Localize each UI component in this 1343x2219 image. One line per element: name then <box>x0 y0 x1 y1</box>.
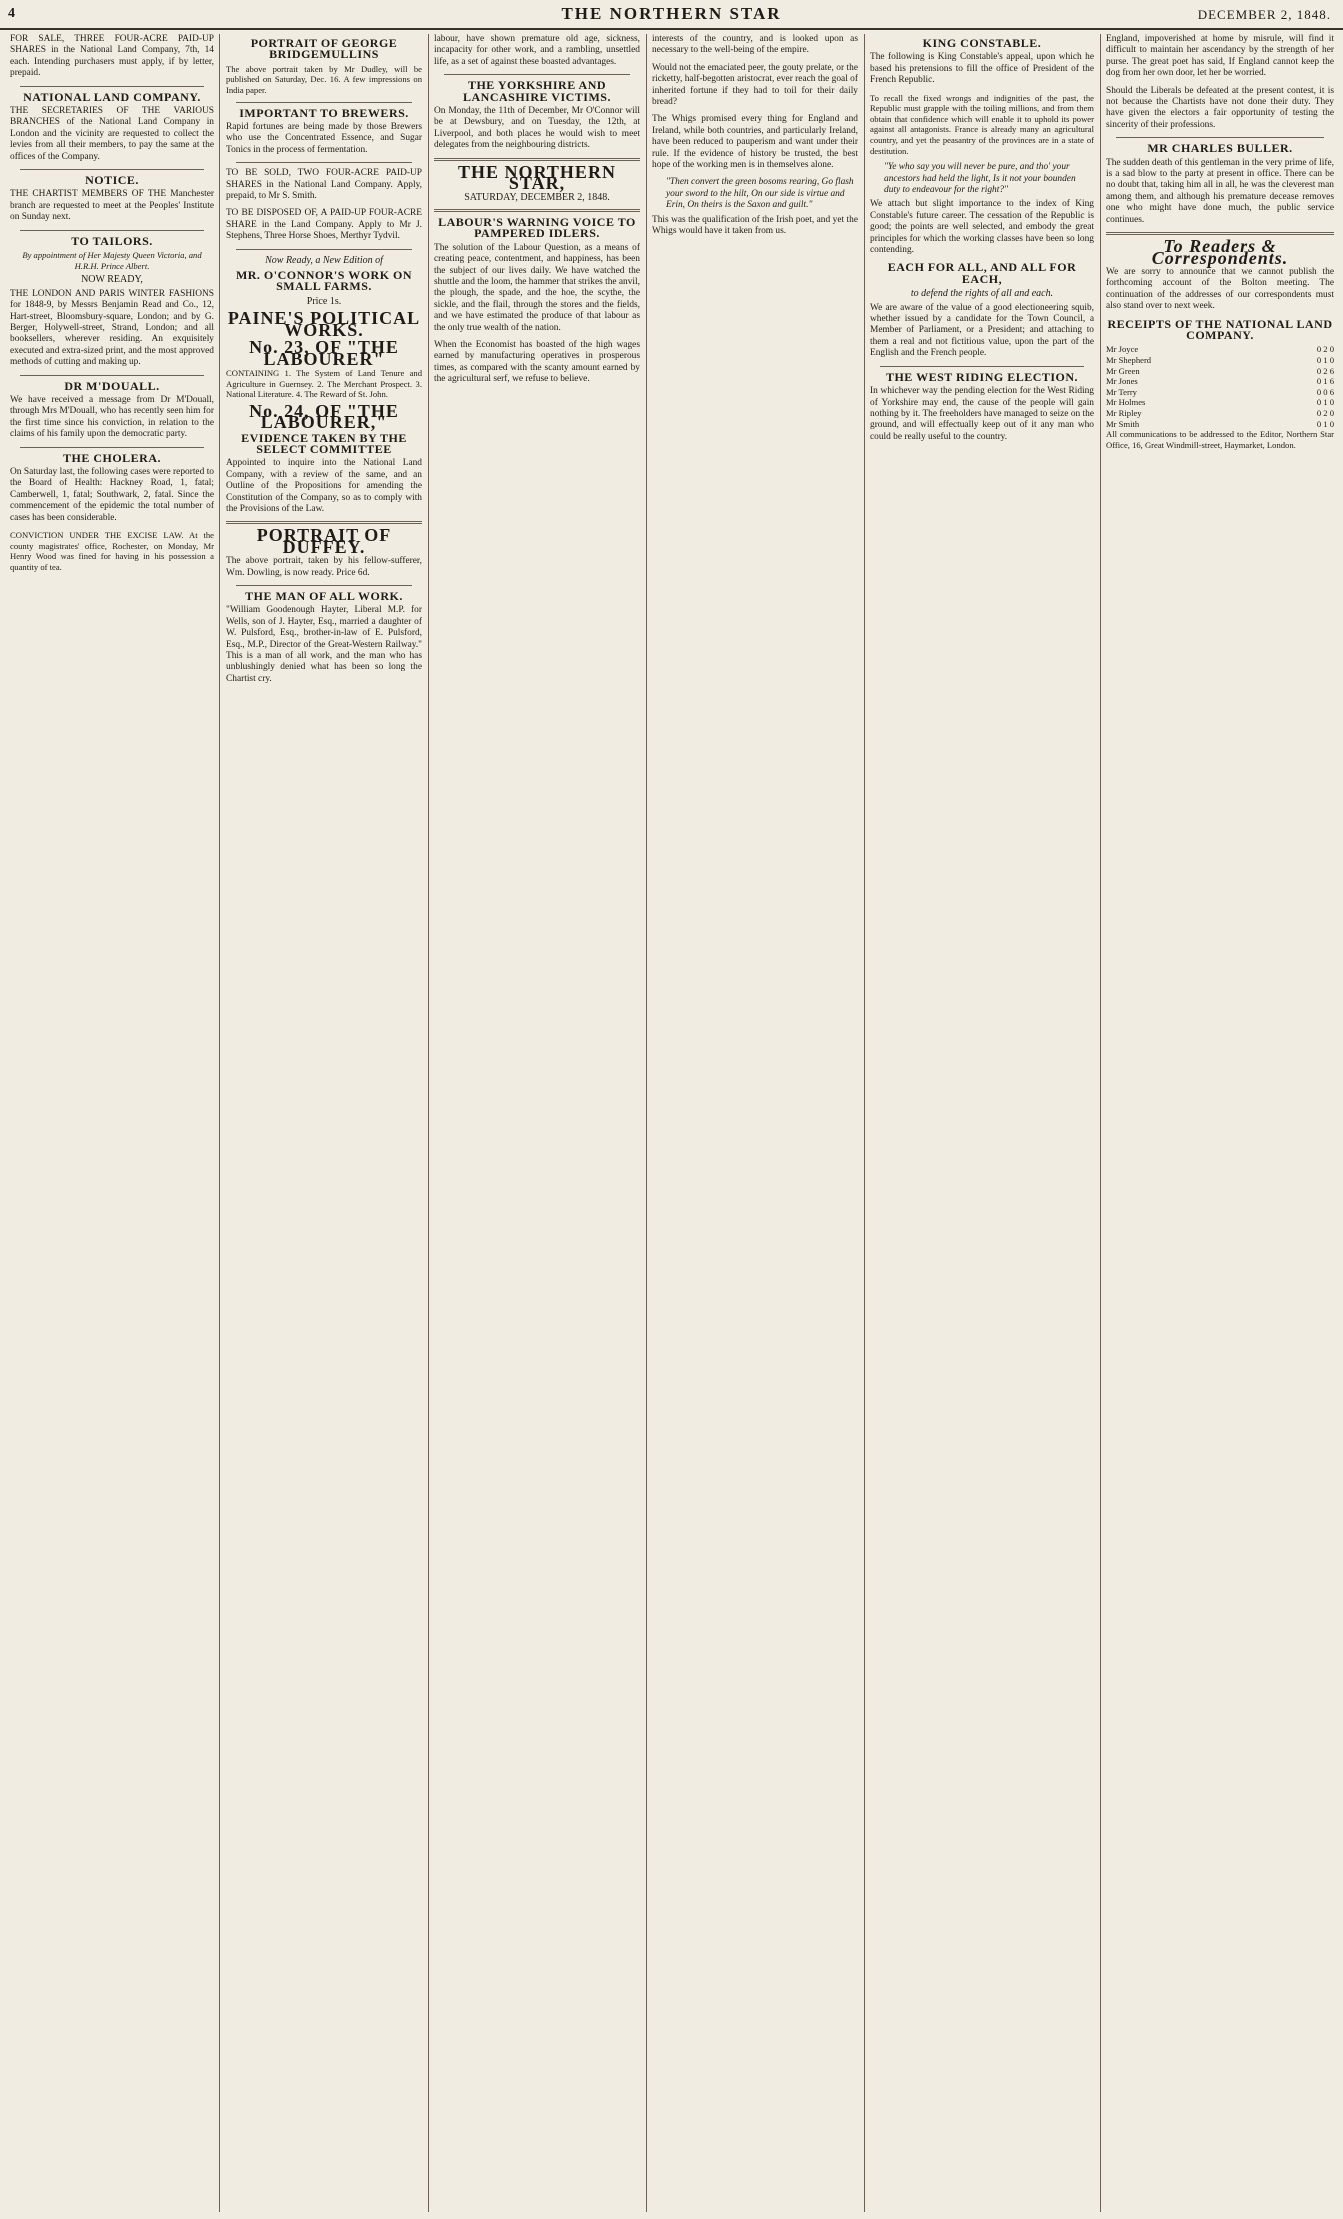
tailors-now-ready: NOW READY, <box>81 274 143 286</box>
chartist-members-notice: THE CHARTIST MEMBERS OF THE Manchester branch are requested to meet at the Peoples' Institute on Sunday next. <box>10 189 214 223</box>
small-farms-heading: MR. O'CONNOR'S WORK ON SMALL FARMS. <box>235 268 413 294</box>
issue-date: DECEMBER 2, 1848. <box>1197 7 1331 22</box>
column-6-opening: England, impoverished at home by misrule, will find it difficult to maintain her ascendancy by the strength of her purse. The great poet has said, If England cannot keep the dog from her own door, let her be worried. <box>1106 34 1334 79</box>
receipt-name: Mr Green <box>1106 365 1140 376</box>
each-for-all-article: We are aware of the value of a good electioneering squib, whether issued by a candidate for the Town Council, a Member of Parliament, or a President; and attaching to them a real and not fictitious value, upon the part of the English and the French people. <box>870 302 1094 359</box>
labours-warning-heading: LABOUR'S WARNING VOICE TO PAMPERED IDLERS. <box>438 214 636 241</box>
each-for-all-subheading: to defend the rights of all and each. <box>910 288 1054 300</box>
charles-buller-article: The sudden death of this gentleman in the very prime of life, is a sad blow to the party at present in office. There can be no doubt that, taking him all in all, he was the cleverest man among them, and although his premature decease removes one who might have done much, the public service continues. <box>1106 157 1334 225</box>
king-constable-commentary: We attach but slight importance to the index of King Constable's future career. The cessation of the Republic is good; the points are well selected, and embody the great principles for which the working classes have been so long contending. <box>870 199 1094 256</box>
double-rule <box>434 209 640 212</box>
cholera-article: On Saturday last, the following cases were reported to the Board of Health: Hackney Road, 1, fatal; Camberwell, 1, fatal; Southwark, 2, fatal. Since the commencement of the epidemic the total number of cases has been considerable. <box>10 466 214 523</box>
yorkshire-victims-article: On Monday, the 11th of December, Mr O'Connor will be at Dewsbury, and on Tuesday, the 12th, at Liverpool, and both places he would wish to meet delegates from the neighbouring districts. <box>434 106 640 151</box>
divider <box>1116 137 1324 138</box>
readers-correspondents-heading: To Readers & Correspondents. <box>1151 236 1289 268</box>
double-rule <box>226 521 422 524</box>
portrait-ad-text: The above portrait taken by Mr Dudley, will be published on Saturday, Dec. 16. A few impressions on India paper. <box>226 63 422 95</box>
paines-works-heading: PAINE'S POLITICAL WORKS. <box>227 308 421 340</box>
brewers-heading: IMPORTANT TO BREWERS. <box>239 105 409 120</box>
double-rule <box>434 158 640 161</box>
double-rule <box>1106 232 1334 235</box>
column-rule <box>219 34 220 2212</box>
column-rule <box>428 34 429 2212</box>
works-now-ready: Now Ready, a New Edition of <box>265 254 383 266</box>
column-4-paragraph: Would not the emaciated peer, the gouty prelate, or the ricketty, half-begotten aristocrat, ever reach the goal of inherited fortune if they had to toil for their daily bread? <box>652 62 858 108</box>
yorkshire-victims-heading: THE YORKSHIRE AND LANCASHIRE VICTIMS. <box>463 78 611 104</box>
receipt-amount: 0 2 6 <box>1316 365 1334 376</box>
ad-shares-for-sale: FOR SALE, THREE FOUR-ACRE PAID-UP SHARES in the National Land Company, 7th, 14 each. Intending purchasers must apply, if by letter, prepaid. <box>10 34 214 79</box>
receipt-row <box>1106 344 1334 355</box>
dr-mdouall-heading: DR M'DOUALL. <box>64 378 160 393</box>
receipt-row <box>1106 355 1334 366</box>
man-of-all-work-heading: THE MAN OF ALL WORK. <box>245 588 403 603</box>
column-4-paragraph-2: The Whigs promised every thing for England and Ireland, while both countries, and particularly Ireland, have been reduced to pauperism and want under their rule. If the evidence of history be trusted, the best hope of the working men is in themselves alone. <box>652 114 858 171</box>
brewers-advertisement: Rapid fortunes are being made by those Brewers who use the Concentrated Essence, and Sugar Tonics in the process of fermentation. <box>226 122 422 155</box>
column-rule <box>1100 34 1101 2212</box>
column-rule <box>864 34 865 2212</box>
column-1 <box>10 34 214 2212</box>
northern-star-heading: THE NORTHERN STAR, <box>458 161 616 194</box>
shares-sale-advertisement: TO BE SOLD, TWO FOUR-ACRE PAID-UP SHARES in the National Land Company. Apply, prepaid, to Mr S. Smith. <box>226 168 422 202</box>
labourer-23-heading: No. 23, OF "THE LABOURER" <box>249 337 399 369</box>
divider <box>20 169 204 170</box>
receipt-amount: 0 1 0 <box>1316 397 1334 408</box>
page-number: 4 <box>8 6 15 21</box>
works-price: Price 1s. <box>306 295 342 307</box>
receipt-amount: 0 1 0 <box>1316 418 1334 429</box>
column-4 <box>652 34 858 2212</box>
receipt-amount: 0 1 0 <box>1316 354 1334 365</box>
king-constable-appeal: To recall the fixed wrongs and indignities of the past, the Republic must grapple with the toiling millions, and from them obtain that confidence which will enable it to uphold its power against all antagonists. France is already many an agricultural country, and yet the peasantry of the provinces are in a state of destitution. <box>870 92 1094 156</box>
tailors-heading: TO TAILORS. <box>71 233 153 248</box>
labourer-24-heading: No. 24, OF "THE LABOURER," <box>249 400 399 433</box>
divider <box>236 249 412 250</box>
receipt-row <box>1106 376 1334 387</box>
tailors-appointment: By appointment of Her Majesty Queen Victoria, and H.R.H. Prince Albert. <box>22 250 202 271</box>
column-4-verse: "Then convert the green bosoms rearing, Go flash your sword to the hilt, On our side is virtue and Erin, On theirs is the Saxon and guilt." <box>666 177 854 211</box>
receipt-name: Mr Jones <box>1106 376 1138 387</box>
duffey-portrait-text: The above portrait, taken by his fellow-sufferer, Wm. Dowling, is now ready. Price 6d. <box>226 556 422 578</box>
column-6-closing: All communications to be addressed to the Editor, Northern Star Office, 16, Great Windmill-street, Haymarket, London. <box>1106 429 1334 450</box>
excise-conviction-article: CONVICTION UNDER THE EXCISE LAW. At the county magistrates' office, Rochester, on Monday, Mr Henry Wood was fined for having in his possession a quantity of tea. <box>10 530 214 572</box>
notice-heading: NOTICE. <box>85 173 139 188</box>
king-constable-heading: KING CONSTABLE. <box>922 36 1042 50</box>
divider <box>236 102 412 103</box>
labours-warning-article: The solution of the Labour Question, as a means of creating peace, contentment, and happiness, has been the subject of our lives daily. We have watched the shuttle and the loom, the hammer that strikes the anvil, the plough, the spade, and the hoe, the scythe, the sickle, and the flail, through the stores and the fields, and we have estimated the produce of that labour as the only true wealth of the nation. <box>434 242 640 333</box>
evidence-text: Appointed to inquire into the National Land Company, with a review of the same, and an Outline of the Propositions for amending the Constitution of the Company, so as to comply with the Provisions of the Law. <box>226 458 422 514</box>
divider <box>20 230 204 231</box>
divider <box>444 74 630 75</box>
national-land-company-heading: NATIONAL LAND COMPANY. <box>23 89 201 104</box>
labourer-contents: CONTAINING 1. The System of Land Tenure and Agriculture in Guernsey. 2. The Merchant Prospect. 3. National Literature. 4. The Reward of St. John. <box>226 367 422 400</box>
receipt-row <box>1106 387 1334 398</box>
divider <box>20 86 204 87</box>
newspaper-title: THE NORTHERN STAR <box>561 4 782 23</box>
receipts-list <box>1106 344 1334 429</box>
receipt-row <box>1106 408 1334 419</box>
receipt-amount: 0 1 6 <box>1316 376 1334 387</box>
receipt-name: Mr Terry <box>1106 386 1137 397</box>
column-5 <box>870 34 1094 2212</box>
portrait-ad-heading: PORTRAIT OF GEORGE BRIDGEMULLINS <box>250 36 398 62</box>
readers-correspondents-text: We are sorry to announce that we cannot publish the forthcoming account of the Bolton meeting. The continuation of the addresses of our correspondents must also stand over to next week. <box>1106 266 1334 312</box>
cholera-heading: THE CHOLERA. <box>62 450 161 465</box>
receipt-name: Mr Smith <box>1106 418 1140 429</box>
northern-star-date: SATURDAY, DECEMBER 2, 1848. <box>464 192 610 204</box>
column-6-body: Should the Liberals be defeated at the present contest, it is not because the Chartists have not done their duty. They have given the electors a fair opportunity of testing the sincerity of their professions. <box>1106 85 1334 130</box>
column-4-closing: This was the qualification of the Irish poet, and yet the Whigs would have it taken from us. <box>652 214 858 237</box>
divider <box>236 585 412 586</box>
divider <box>20 375 204 376</box>
receipt-amount: 0 2 0 <box>1316 407 1334 418</box>
king-constable-verse: "Ye who say you will never be pure, and tho' your ancestors had held the light, Is it not your bounden duty to endeavour for the right?" <box>884 162 1076 195</box>
king-constable-intro: The following is King Constable's appeal, upon which he based his pretensions to fill the office of President of the French Republic. <box>870 52 1094 86</box>
column-3 <box>434 34 640 2212</box>
receipt-name: Mr Shepherd <box>1106 354 1152 365</box>
receipt-amount: 0 2 0 <box>1316 344 1334 355</box>
share-disposal-advertisement: TO BE DISPOSED OF, A PAID-UP FOUR-ACRE SHARE in the Land Company. Apply to Mr J. Stephens, Three Horse Shoes, Merthyr Tydvil. <box>226 208 422 242</box>
receipt-name: Mr Ripley <box>1106 407 1142 418</box>
column-6 <box>1106 34 1334 2212</box>
divider <box>236 162 412 163</box>
each-for-all-heading: EACH FOR ALL, AND ALL FOR EACH, <box>887 260 1077 286</box>
receipt-amount: 0 0 6 <box>1316 386 1334 397</box>
receipt-row <box>1106 366 1334 377</box>
duffey-portrait-heading: PORTRAIT OF DUFFEY. <box>256 525 392 557</box>
receipts-heading: RECEIPTS OF THE NATIONAL LAND COMPANY. <box>1107 316 1333 342</box>
column-3-intro: labour, have shown premature old age, sickness, incapacity for other work, and a rambling, unsettled life, as a set of against these boasted advantages. <box>434 34 640 67</box>
receipt-row <box>1106 397 1334 408</box>
man-of-all-work-article: "William Goodenough Hayter, Liberal M.P. for Wells, son of J. Hayter, Esq., married a daughter of W. Pulsford, Esq., brother-in-law of E. Pulsford, Esq., M.P., Director of the Great-Western Railway." This is a man of all work, and the man who has unblushingly denied what has been so long the Chartist cry. <box>226 605 422 684</box>
fashions-advertisement: THE LONDON AND PARIS WINTER FASHIONS for 1848-9, by Messrs Benjamin Read and Co., 12, Hart-street, Bloomsbury-square, London; and by G. Berger, Holywell-street, Strand, London; and all booksellers, wherever residing. An exquisitely executed and extra-sized print, and the most approved methods of cutting and making up. <box>10 288 214 368</box>
west-riding-heading: THE WEST RIDING ELECTION. <box>885 369 1079 384</box>
divider <box>20 447 204 448</box>
charles-buller-heading: MR CHARLES BULLER. <box>1147 141 1293 156</box>
receipt-name: Mr Holmes <box>1106 397 1146 408</box>
column-2 <box>226 34 422 2212</box>
receipt-name: Mr Joyce <box>1106 344 1139 355</box>
evidence-heading: EVIDENCE TAKEN BY THE SELECT COMMITTEE <box>241 430 407 456</box>
receipt-row <box>1106 419 1334 430</box>
secretaries-notice: THE SECRETARIES OF THE VARIOUS BRANCHES of the National Land Company in London and the vicinity are requested to collect the levies from all their members, to pay the same at the offices of the Company. <box>10 106 214 162</box>
dr-mdouall-article: We have received a message from Dr M'Douall, through Mrs M'Douall, who has recently seen him for the first time since his conviction, in relation to the claims of his family upon the democratic party. <box>10 394 214 440</box>
west-riding-article: In whichever way the pending election for the West Riding of Yorkshire may end, the cause of the people will gain nothing by it. The freeholders have managed to seize on the ground, and will effectually keep out of it any man who could be really useful to the country. <box>870 386 1094 442</box>
masthead <box>0 0 1343 30</box>
labours-warning-continued: When the Economist has boasted of the high wages earned by manufacturing operatives in prosperous times, as compared with the scanty amount earned by the agricultural serf, we refuse to believe. <box>434 339 640 385</box>
column-4-opening: interests of the country, and is looked upon as necessary to the well-being of the empire. <box>652 34 858 56</box>
column-rule <box>646 34 647 2212</box>
divider <box>880 366 1084 367</box>
